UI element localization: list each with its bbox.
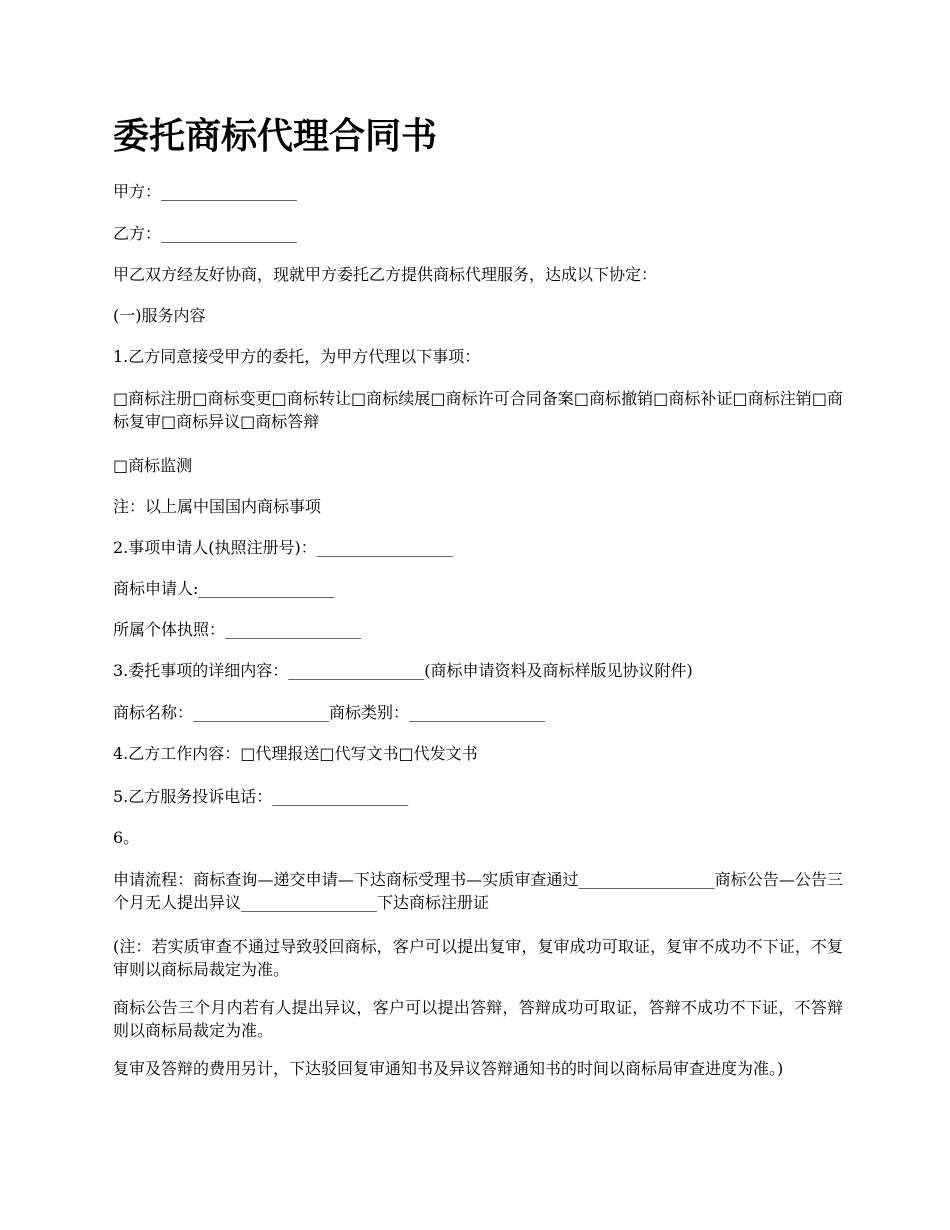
note-objection: 商标公告三个月内若有人提出异议，客户可以提出答辩，答辩成功可取证，答辩不成功不下证，不答辩则以商标局裁定为准。 xyxy=(113,998,843,1040)
service-option-monitoring: □商标监测 xyxy=(113,456,193,475)
business-license-line: 所属个体执照：_________________ xyxy=(113,620,362,639)
trademark-name-class-line: 商标名称：_________________商标类别：_________________ xyxy=(113,703,546,722)
section-heading-services: (一)服务内容 xyxy=(113,306,206,325)
clause-6: 6。 xyxy=(113,828,140,847)
clause-4: 4.乙方工作内容：□代理报送□代写文书□代发文书 xyxy=(113,744,478,763)
note-domestic: 注：以上属中国国内商标事项 xyxy=(113,497,322,516)
clause-2: 2.事项申请人(执照注册号)：_________________ xyxy=(113,538,453,557)
clause-1: 1.乙方同意接受甲方的委托，为甲方代理以下事项： xyxy=(113,347,481,366)
trademark-applicant-line: 商标申请人:_________________ xyxy=(113,579,335,598)
note-fees: 复审及答辩的费用另计，下达驳回复审通知书及异议答辩通知书的时间以商标局审查进度为准。) xyxy=(113,1059,784,1078)
party-a-line: 甲方：_________________ xyxy=(113,182,298,201)
application-process: 申请流程：商标查询—递交申请—下达商标受理书—实质审查通过_________________商标公告—公告三个月无人提出异议_________________下达商标注册证 xyxy=(113,870,843,912)
party-b-line: 乙方：_________________ xyxy=(113,224,298,243)
document-title: 委托商标代理合同书 xyxy=(113,115,438,157)
clause-5: 5.乙方服务投诉电话：_________________ xyxy=(113,787,409,806)
agreement-intro: 甲乙双方经友好协商，现就甲方委托乙方提供商标代理服务，达成以下协定： xyxy=(113,265,658,284)
note-review: (注：若实质审查不通过导致驳回商标，客户可以提出复审，复审成功可取证，复审不成功不下证，不复审则以商标局裁定为准。 xyxy=(113,937,843,979)
clause-3: 3.委托事项的详细内容：_________________(商标申请资料及商标样版见协议附件) xyxy=(113,661,693,680)
service-options: □商标注册□商标变更□商标转让□商标续展□商标许可合同备案□商标撤销□商标补证□商标注销□商标复审□商标异议□商标答辩 xyxy=(113,389,843,431)
